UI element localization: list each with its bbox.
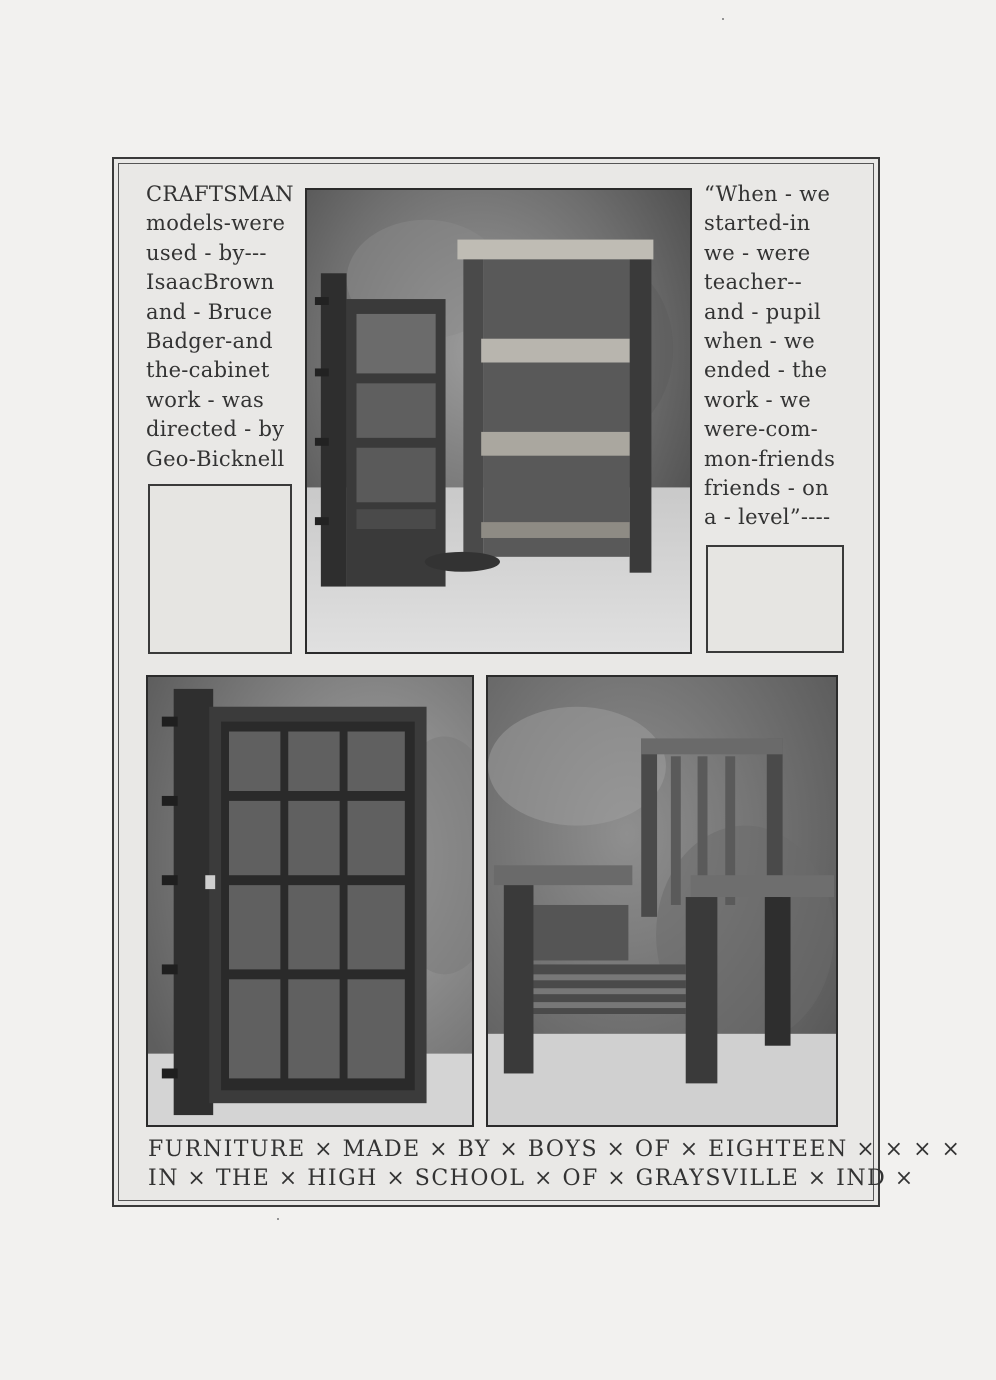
right-caption-line: friends - on [704,476,829,501]
footer-caption-line-1: FURNITURE × MADE × BY × BOYS × OF × EIGHTEEN × × × × [148,1137,962,1162]
bookshelf-photo-image [307,190,690,652]
left-caption-line: the-cabinet [146,358,270,383]
morris-chair-photo [486,675,838,1127]
right-blank-panel [706,545,844,653]
left-caption-line: directed - by [146,417,285,442]
bookshelf-photo [305,188,692,654]
right-caption-line: teacher-- [704,270,803,295]
right-caption-line: were-com- [704,417,819,442]
left-caption [146,180,294,474]
glass-bookcase-photo [146,675,474,1127]
right-caption-line: we - were [704,240,811,265]
right-caption-line: ended - the [704,358,828,383]
left-caption-line: work - was [146,387,265,412]
left-caption-line: Geo-Bicknell [146,446,285,471]
paper-speck [722,18,724,20]
left-caption-line: IsaacBrown [146,270,275,295]
left-caption-line: CRAFTSMAN [146,182,294,206]
right-caption-line: a - level”---- [704,505,831,530]
paper-speck [277,1218,279,1220]
right-caption-line: “When - we [704,182,831,206]
morris-chair-photo-image [488,677,836,1125]
right-caption-line: when - we [704,329,816,354]
right-caption-line: mon-friends [704,446,836,471]
right-caption-line: work - we [704,387,811,412]
right-caption-line: started-in [704,211,811,236]
left-caption-line: Badger-and [146,329,273,354]
glass-bookcase-photo-image [148,677,472,1125]
left-caption-line: models-were [146,211,286,236]
footer-caption-line-2: IN × THE × HIGH × SCHOOL × OF × GRAYSVILLE × IND × [148,1166,915,1191]
right-caption [704,180,835,533]
right-caption-line: and - pupil [704,299,822,324]
left-caption-line: and - Bruce [146,299,273,324]
left-blank-panel [148,484,292,654]
left-caption-line: used - by--- [146,240,267,265]
